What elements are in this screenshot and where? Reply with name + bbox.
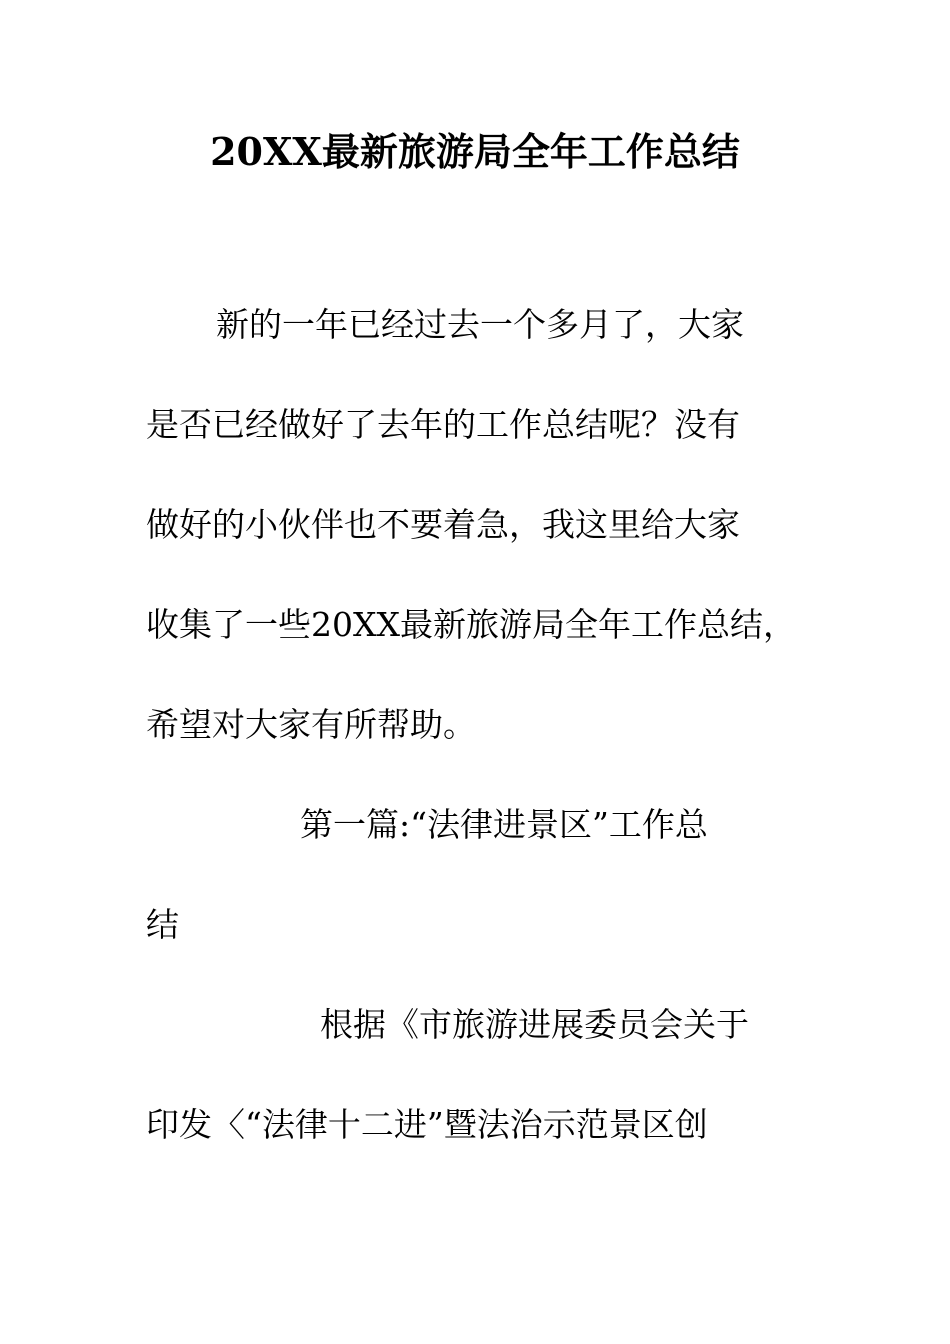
paragraph-line: 新的一年已经过去一个多月了，大家 <box>216 305 744 344</box>
paragraph-line: 根据《市旅游进展委员会关于 <box>320 1005 749 1044</box>
paragraph-line: 希望对大家有所帮助。 <box>146 705 476 744</box>
paragraph-line: 做好的小伙伴也不要着急，我这里给大家 <box>146 505 740 544</box>
section-heading-line: 第一篇:“法律进景区”工作总 <box>300 805 708 844</box>
paragraph-line: 收集了一些20XX最新旅游局全年工作总结， <box>146 605 796 644</box>
paragraph-line: 是否已经做好了去年的工作总结呢？没有 <box>146 405 740 444</box>
paragraph-line: 印发〈“法律十二进”暨法治示范景区创 <box>146 1105 708 1144</box>
section-heading-line: 结 <box>146 905 179 944</box>
document-title: 20XX最新旅游局全年工作总结 <box>210 129 740 174</box>
